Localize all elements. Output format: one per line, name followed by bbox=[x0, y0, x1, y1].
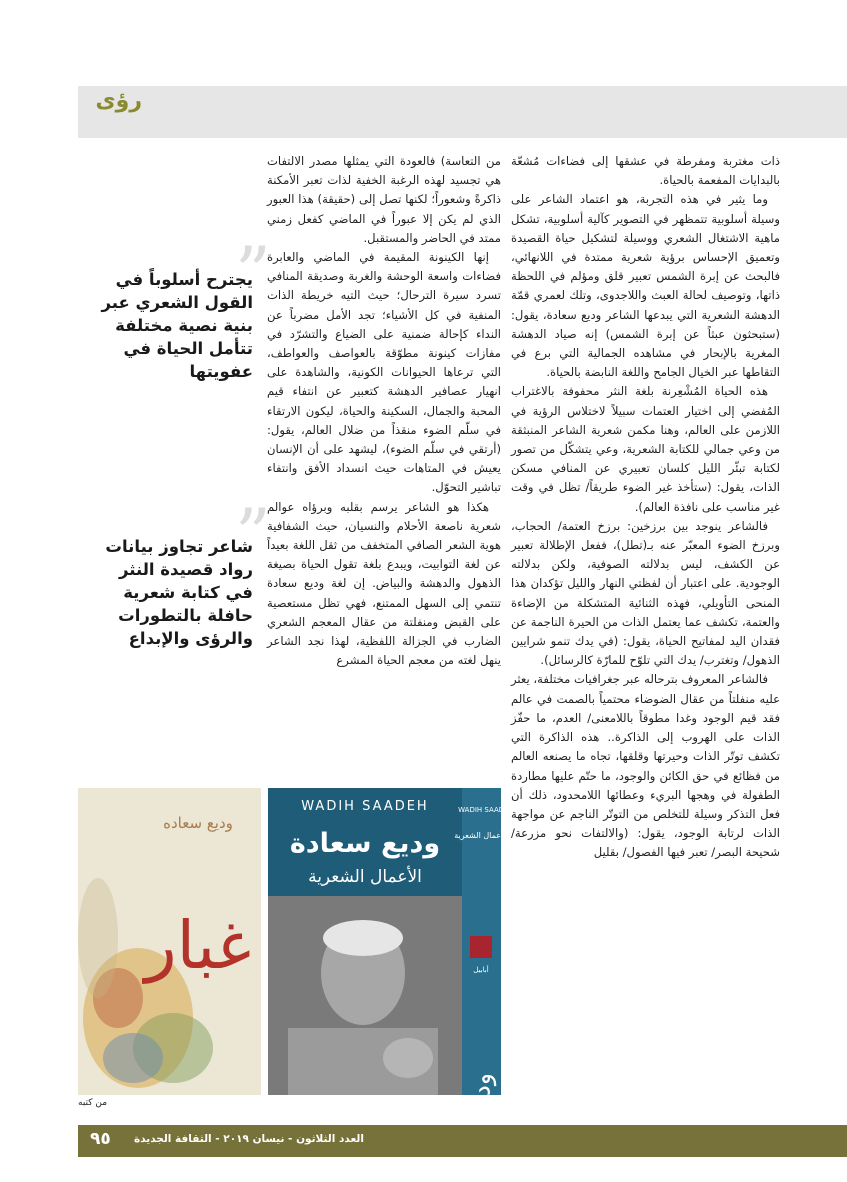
quote-mark-icon: ” bbox=[235, 494, 271, 576]
paragraph: ذات مغتربة ومفرطة في عشقها إلى فضاءات مُشعّة بالبدايات المفعمة بالحياة. bbox=[511, 154, 780, 188]
paragraph: إنها الكينونة المقيمة في الماضي والعابرة فضاءات واسعة الوحشة والغربة وصديقة المنافي تسرد سيرة الترحال؛ حيث التيه خريطة الذات المنفية في كل الأشياء؛ تجد الأمل مضرباً عن النداء كإحالة ضمنية على الضياع والتشرّد في مفازات كينونة مطوّقة بالعواصف والعواطف، التي ترعاها الحيوانات الكونية، والشاهدة على انهيار عصافير الدهشة كتعبير عن انتفاء قيم المحبة والجمال، السكينة والحياة، ليكون الارتقاء في سلّم الضوء منقذاً من ضلال العالم، يقول: (أرتقي في سلّم الضوء)، ليشهد على أن الإنسان يعيش في المتاهات حيث انسداد الأفق وانتفاء تباشير التحوّل. bbox=[267, 250, 501, 495]
book-cover-ghubar bbox=[78, 788, 261, 1095]
article-column-middle bbox=[267, 152, 501, 670]
book-2-author: وديع سعادة bbox=[289, 828, 441, 859]
book-2-latin-small: WADIH SAADEH bbox=[458, 806, 514, 814]
paragraph: وما يثير في هذه التجربة، هو اعتماد الشاعر على وسيلة أسلوبية تتمظهر في التصوير كآلية أسلوبية، تشكل ماهية الاشتغال الشعري ووسيلة لتشكيل حياة القصيدة وتعميق الإحساس برؤية شعرية ممتدة في اللانهائي، فالبحث عن إبرة الشمس تعبير قلق ومؤلم في اللحظة ذاتها، وتوصيف لحالة العبث واللاجدوى، وتلك لعمري قمّة الدهشة الشعرية التي يبدعها الشاعر وديع سعادة، يقول: (ستبحثون عبثاً عن إبرة الشمس) إنه صياد الدهشة المغرية بالإبحار في مشاهده الجمالية التي برع في التقاطها عبر الخيال الجامح واللغة النابضة بالحياة. bbox=[511, 192, 780, 380]
book-cover-complete-works bbox=[268, 788, 514, 1095]
book-2-author-latin: WADIH SAADEH bbox=[301, 799, 429, 814]
book-2-publisher: أبابيل bbox=[473, 966, 489, 974]
paragraph: هكذا هو الشاعر يرسم بقلبه وبرؤاه عوالم شعرية ناصعة الأحلام والنسيان، حيث الشفافية هوية الشعر الصافي المتخفف من ثقل اللغة بعيداً عن لغة التوابيت، ويبدع بلغة تقول الحياة بصيغة الذهول والدهشة والبياض. إن لغة وديع سعادة تنتمي إلى السهل الممتنع، فهي تظل مستعصية على القبض ومنفلتة من عقال المعجم الشعري الضارب في الجزالة اللفظية، لهذا نجد الشاعر ينهل لغته من معجم الحياة المشرع bbox=[267, 499, 501, 668]
book-1-author: وديع سعاده bbox=[163, 814, 233, 832]
book-1-title: غبار bbox=[144, 907, 252, 984]
article-column-right bbox=[511, 152, 780, 863]
pull-quote-1: يجترح أسلوباً في القول الشعري عبر بنية نصية مختلفة تتأمل الحياة في عفويتها bbox=[101, 270, 253, 381]
page-number: ٩٥ bbox=[90, 1129, 111, 1149]
section-title: رؤى bbox=[95, 88, 142, 113]
footer-issue-info: العدد الثلاثون - نيسان ٢٠١٩ - الثقافة الجديدة bbox=[134, 1133, 364, 1145]
paragraph: فالشاعر المعروف بترحاله عبر جغرافيات مختلفة، يعثر عليه منفلتاً من عقال الضوضاء محتمياً بالصمت في عالم فقد قيم الوجود وغدا مطوقاً باللامعنى/ العدم، ما حفّز الذات على الهروب إلى الذاكرة.. هذه الذاكرة التي تكشف توتّر الذات وحيرتها وقلقها، تجاه ما يصنعه العالم من فظائع في حق الكائن والوجود، ما حتّم عليها مطاردة الطفولة في وهجها البريء وعطائها اللامحدود، ذلك أن فعل التذكر وسيلة للتخلص من التوتّر الناجم عن مواجهة الذات لرتابة الوجود، يقول: (والالتفات نحو مزرعة/ شحيحة البصر/ تعبر فيها الفصول/ بقليل bbox=[511, 672, 780, 860]
paragraph: فالشاعر ينوجد بين برزخين: برزخ العتمة/ الحجاب، وبرزخ الضوء المعبّر عنه بـ(تطل)، ففعل الإطلالة تعبير عن الكشف، ليس بدلالته الصوفية، ولكن بدلالته الوجودية. على اعتبار أن لفظتي النهار والليل تؤكدان هذا المنحى التأويلي، فهذه الثنائية المتشكلة من الإضاءة والعتمة، تكشف عما يعتمل الذات من الحيرة الناجمة عن فقدان اليد لمفاتيح الحياة، يقول: (في يدك تنمو شرايين الذهول/ وتغترب/ يدك التي تلوّح للمارّة كالرسائل). bbox=[511, 518, 780, 668]
section-header-bar bbox=[78, 86, 847, 138]
image-caption: من كتبه bbox=[78, 1098, 108, 1108]
quote-mark-icon: ” bbox=[235, 232, 271, 314]
book-2-title: الأعمال الشعرية bbox=[308, 867, 422, 887]
book-2-side-title: الأعمال الشعرية bbox=[454, 831, 508, 840]
book-cover-art bbox=[268, 788, 514, 1095]
pull-quote-2: شاعر تجاوز بيانات رواد قصيدة النثر في كتابة شعرية حافلة بالتطورات والرؤى والإبداع bbox=[105, 537, 253, 648]
paragraph: من التعاسة) فالعودة التي يمثلها مصدر الالتفات هي تجسيد لهذه الرغبة الخفية لذات تعبر الأمكنة ذاكرةً وشعوراً؛ لكنها تصل إلى (حقيقة) هذا العبور الذي لم يكن إلا عبوراً في الماضي كفعل زمني ممتد في الحاضر والمستقبل. bbox=[267, 154, 501, 245]
paragraph: هذه الحياة المُشْعِرنة بلغة النثر محفوفة بالاغتراب المُفضي إلى اختيار العتمات سبيلاً لاختلاس الرؤية في اللازمن على العالم، وهنا مكمن شعرية الشاعر المنبثقة من وعي جمالي للكتابة الشعرية، وعي يتشكّل من تصور لكتابة تبئّر الليل كلسان تعبيري عن المنافي مسكن الذات، يقول: (ستأخذ غير الضوء طريقاً/ تظل في وقت غير مناسب على نافذة العالم). bbox=[511, 384, 780, 514]
book-cover-art bbox=[78, 788, 261, 1095]
